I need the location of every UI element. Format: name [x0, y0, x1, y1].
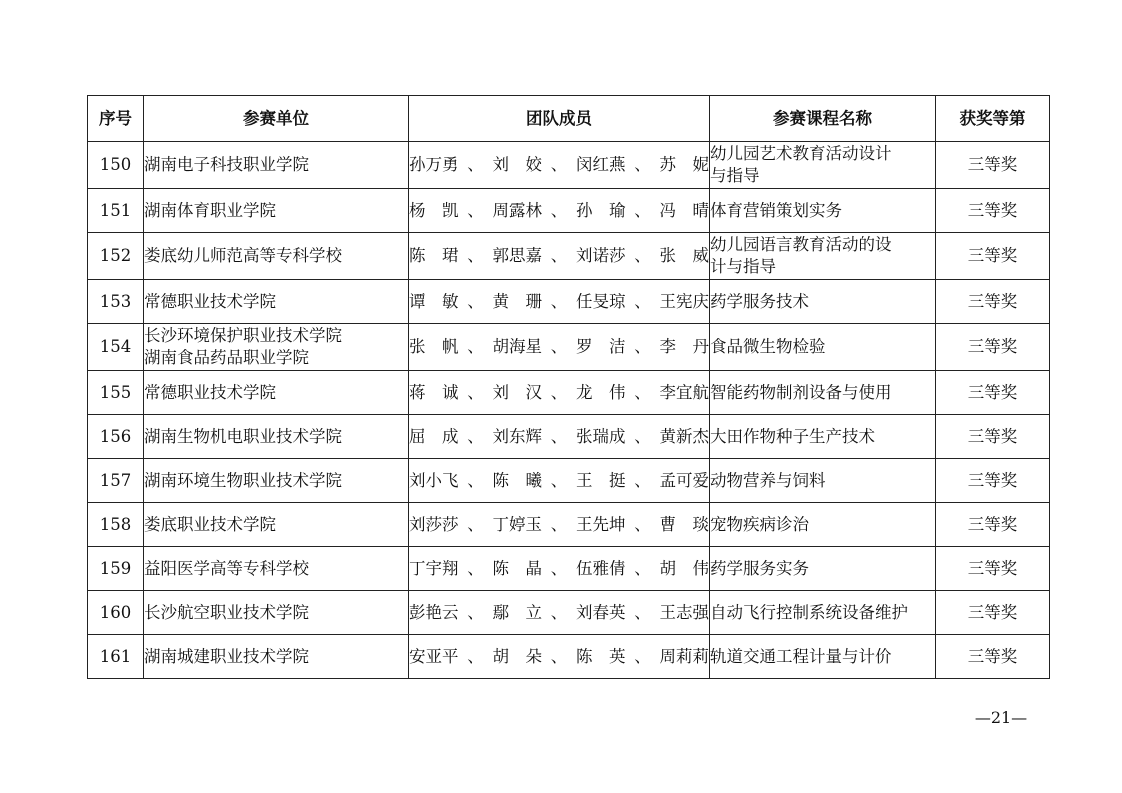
cell-unit [144, 189, 409, 233]
cell-team [409, 324, 710, 371]
cell-no: 154 [88, 324, 144, 371]
team-member: 刘春英 [576, 602, 626, 622]
team-member: 罗 洁 [576, 337, 626, 356]
cell-course [710, 324, 936, 371]
team-separator: 、 [550, 246, 568, 265]
team-members [409, 470, 709, 492]
cell-unit [144, 280, 409, 324]
course-line-1: 大田作物种子生产技术 [710, 426, 875, 446]
team-member: 刘小飞 [409, 470, 459, 490]
cell-course [710, 189, 936, 233]
table-row [88, 142, 1050, 189]
team-member: 胡 朵 [492, 646, 542, 666]
team-separator: 、 [634, 558, 651, 578]
team-member: 屈 成 [409, 426, 459, 446]
table-row [88, 459, 1050, 503]
team-separator: 、 [550, 558, 568, 578]
course-line-1: 智能药物制剂设备与使用 [710, 382, 892, 402]
course-line-1: 宠物疾病诊治 [710, 514, 809, 534]
team-separator: 、 [634, 646, 651, 666]
cell-team [409, 503, 710, 547]
team-member: 王 挺 [576, 470, 626, 490]
cell-prize: 三等奖 [936, 459, 1050, 503]
team-member: 冯 晴 [659, 200, 709, 220]
team-member: 李宜航 [659, 382, 709, 402]
header-course: 参赛课程名称 [710, 96, 936, 142]
cell-team [409, 280, 710, 324]
team-separator: 、 [467, 200, 484, 220]
cell-prize: 三等奖 [936, 280, 1050, 324]
team-separator: 、 [550, 470, 568, 490]
cell-no: 161 [88, 635, 144, 679]
header-team: 团队成员 [409, 96, 710, 142]
table-header-row [88, 96, 1050, 142]
team-member: 谭 敏 [409, 291, 459, 311]
team-member: 张 帆 [409, 337, 459, 356]
team-member: 曹 琰 [659, 514, 709, 534]
course-line-1: 药学服务实务 [710, 558, 809, 578]
team-separator: 、 [550, 155, 568, 174]
cell-unit [144, 233, 409, 280]
team-member: 黄新杰 [659, 426, 709, 446]
cell-course [710, 503, 936, 547]
team-member: 郭思嘉 [492, 246, 542, 265]
team-members [409, 245, 709, 267]
team-separator: 、 [634, 155, 651, 174]
cell-team [409, 591, 710, 635]
cell-course [710, 635, 936, 679]
unit-line-1: 常德职业技术学院 [144, 382, 276, 402]
cell-prize: 三等奖 [936, 233, 1050, 280]
table-row [88, 591, 1050, 635]
cell-course [710, 591, 936, 635]
team-member: 杨 凯 [409, 200, 459, 220]
cell-no: 159 [88, 547, 144, 591]
unit-line-1: 娄底幼儿师范高等专科学校 [144, 246, 342, 265]
team-member: 伍雅倩 [576, 558, 626, 578]
cell-no: 157 [88, 459, 144, 503]
page-number: —21— [974, 708, 1028, 727]
team-separator: 、 [634, 382, 651, 402]
team-separator: 、 [467, 470, 484, 490]
team-separator: 、 [634, 200, 651, 220]
cell-no: 151 [88, 189, 144, 233]
team-member: 刘诺莎 [576, 246, 626, 265]
cell-no: 152 [88, 233, 144, 280]
unit-line-1: 湖南环境生物职业技术学院 [144, 470, 342, 490]
team-member: 胡 伟 [659, 558, 709, 578]
team-separator: 、 [467, 646, 484, 666]
team-separator: 、 [634, 470, 651, 490]
cell-prize: 三等奖 [936, 142, 1050, 189]
team-separator: 、 [467, 382, 484, 402]
team-separator: 、 [467, 558, 484, 578]
cell-team [409, 142, 710, 189]
team-member: 孟可爱 [659, 470, 709, 490]
table-row [88, 233, 1050, 280]
team-separator: 、 [467, 426, 484, 446]
cell-course [710, 280, 936, 324]
team-members [409, 646, 709, 668]
header-prize: 获奖等第 [936, 96, 1050, 142]
team-separator: 、 [467, 602, 484, 622]
table-row [88, 547, 1050, 591]
awards-table [87, 95, 1050, 679]
team-members [409, 154, 709, 176]
team-member: 王先坤 [576, 514, 626, 534]
cell-unit [144, 591, 409, 635]
team-member: 张瑞成 [576, 426, 626, 446]
team-member: 王志强 [659, 602, 709, 622]
team-member: 龙 伟 [576, 382, 626, 402]
team-member: 胡海星 [492, 337, 542, 356]
team-separator: 、 [550, 382, 568, 402]
team-members [409, 291, 709, 313]
team-members [409, 382, 709, 404]
table-body [88, 142, 1050, 679]
team-separator: 、 [467, 291, 484, 311]
team-member: 丁宇翔 [409, 558, 459, 578]
unit-line-1: 湖南体育职业学院 [144, 200, 276, 220]
team-member: 张 威 [659, 246, 709, 265]
cell-team [409, 371, 710, 415]
course-line-1: 食品微生物检验 [710, 337, 826, 356]
team-member: 丁婷玉 [492, 514, 542, 534]
team-member: 刘 汉 [492, 382, 542, 402]
team-member: 孙 瑜 [576, 200, 626, 220]
team-member: 苏 妮 [659, 155, 709, 174]
table-row [88, 635, 1050, 679]
cell-unit [144, 371, 409, 415]
cell-unit [144, 503, 409, 547]
team-member: 鄢 立 [492, 602, 542, 622]
cell-prize: 三等奖 [936, 635, 1050, 679]
cell-no: 156 [88, 415, 144, 459]
course-line-1: 动物营养与饲料 [710, 470, 826, 490]
team-member: 陈 珺 [409, 246, 459, 265]
cell-course [710, 459, 936, 503]
cell-prize: 三等奖 [936, 415, 1050, 459]
cell-course [710, 547, 936, 591]
team-member: 陈 晶 [492, 558, 542, 578]
cell-team [409, 635, 710, 679]
table-row [88, 280, 1050, 324]
cell-prize: 三等奖 [936, 503, 1050, 547]
course-line-1: 轨道交通工程计量与计价 [710, 646, 892, 666]
cell-no: 155 [88, 371, 144, 415]
team-member: 周莉莉 [659, 646, 709, 666]
header-unit: 参赛单位 [144, 96, 409, 142]
cell-no: 150 [88, 142, 144, 189]
table-row [88, 503, 1050, 547]
table-row [88, 324, 1050, 371]
cell-unit [144, 547, 409, 591]
cell-unit [144, 459, 409, 503]
cell-course [710, 371, 936, 415]
team-separator: 、 [550, 602, 568, 622]
team-separator: 、 [634, 426, 651, 446]
team-separator: 、 [634, 246, 651, 265]
unit-line-1: 湖南电子科技职业学院 [144, 155, 309, 174]
unit-line-2: 湖南食品药品职业学院 [144, 348, 309, 367]
team-member: 陈 英 [576, 646, 626, 666]
cell-course [710, 415, 936, 459]
team-separator: 、 [467, 155, 484, 174]
team-separator: 、 [467, 337, 484, 356]
team-separator: 、 [634, 602, 651, 622]
cell-course [710, 233, 936, 280]
cell-unit [144, 415, 409, 459]
unit-line-1: 益阳医学高等专科学校 [144, 558, 309, 578]
header-no: 序号 [88, 96, 144, 142]
course-line-2: 与指导 [710, 166, 760, 185]
team-separator: 、 [467, 246, 484, 265]
table-row [88, 189, 1050, 233]
cell-prize: 三等奖 [936, 189, 1050, 233]
unit-line-1: 常德职业技术学院 [144, 291, 276, 311]
team-separator: 、 [634, 514, 651, 534]
unit-line-1: 娄底职业技术学院 [144, 514, 276, 534]
team-separator: 、 [467, 514, 484, 534]
cell-no: 158 [88, 503, 144, 547]
cell-no: 153 [88, 280, 144, 324]
team-member: 陈 曦 [492, 470, 542, 490]
course-line-1: 自动飞行控制系统设备维护 [710, 602, 908, 622]
team-separator: 、 [550, 200, 568, 220]
team-member: 王宪庆 [659, 291, 709, 311]
team-member: 彭艳云 [409, 602, 459, 622]
cell-prize: 三等奖 [936, 371, 1050, 415]
team-members [409, 200, 709, 222]
cell-team [409, 415, 710, 459]
cell-unit [144, 635, 409, 679]
team-member: 刘东辉 [492, 426, 542, 446]
team-members [409, 336, 709, 358]
cell-team [409, 189, 710, 233]
cell-no: 160 [88, 591, 144, 635]
cell-team [409, 233, 710, 280]
team-separator: 、 [634, 291, 651, 311]
team-separator: 、 [550, 426, 568, 446]
team-member: 周露林 [492, 200, 542, 220]
table-row [88, 415, 1050, 459]
team-separator: 、 [634, 337, 651, 356]
team-member: 刘 姣 [492, 155, 542, 174]
course-line-2: 计与指导 [710, 257, 776, 276]
table-row [88, 371, 1050, 415]
team-member: 蒋 诚 [409, 382, 459, 402]
course-line-1: 幼儿园语言教育活动的设 [710, 235, 892, 254]
course-line-1: 体育营销策划实务 [710, 200, 842, 220]
team-members [409, 514, 709, 536]
team-member: 孙万勇 [409, 155, 459, 174]
team-member: 闵红燕 [576, 155, 626, 174]
cell-prize: 三等奖 [936, 547, 1050, 591]
team-member: 任旻琼 [576, 291, 626, 311]
team-separator: 、 [550, 291, 568, 311]
cell-prize: 三等奖 [936, 324, 1050, 371]
team-members [409, 426, 709, 448]
team-members [409, 558, 709, 580]
unit-line-1: 湖南城建职业技术学院 [144, 646, 309, 666]
course-line-1: 药学服务技术 [710, 291, 809, 311]
unit-line-1: 长沙环境保护职业技术学院 [144, 326, 342, 345]
unit-line-1: 长沙航空职业技术学院 [144, 602, 309, 622]
cell-unit [144, 142, 409, 189]
team-member: 刘莎莎 [409, 514, 459, 534]
team-members [409, 602, 709, 624]
cell-team [409, 547, 710, 591]
cell-team [409, 459, 710, 503]
course-line-1: 幼儿园艺术教育活动设计 [710, 144, 892, 163]
team-member: 黄 珊 [492, 291, 542, 311]
cell-prize: 三等奖 [936, 591, 1050, 635]
team-member: 安亚平 [409, 646, 459, 666]
team-separator: 、 [550, 514, 568, 534]
cell-course [710, 142, 936, 189]
unit-line-1: 湖南生物机电职业技术学院 [144, 426, 342, 446]
team-separator: 、 [550, 337, 568, 356]
team-separator: 、 [550, 646, 568, 666]
team-member: 李 丹 [659, 337, 709, 356]
cell-unit [144, 324, 409, 371]
